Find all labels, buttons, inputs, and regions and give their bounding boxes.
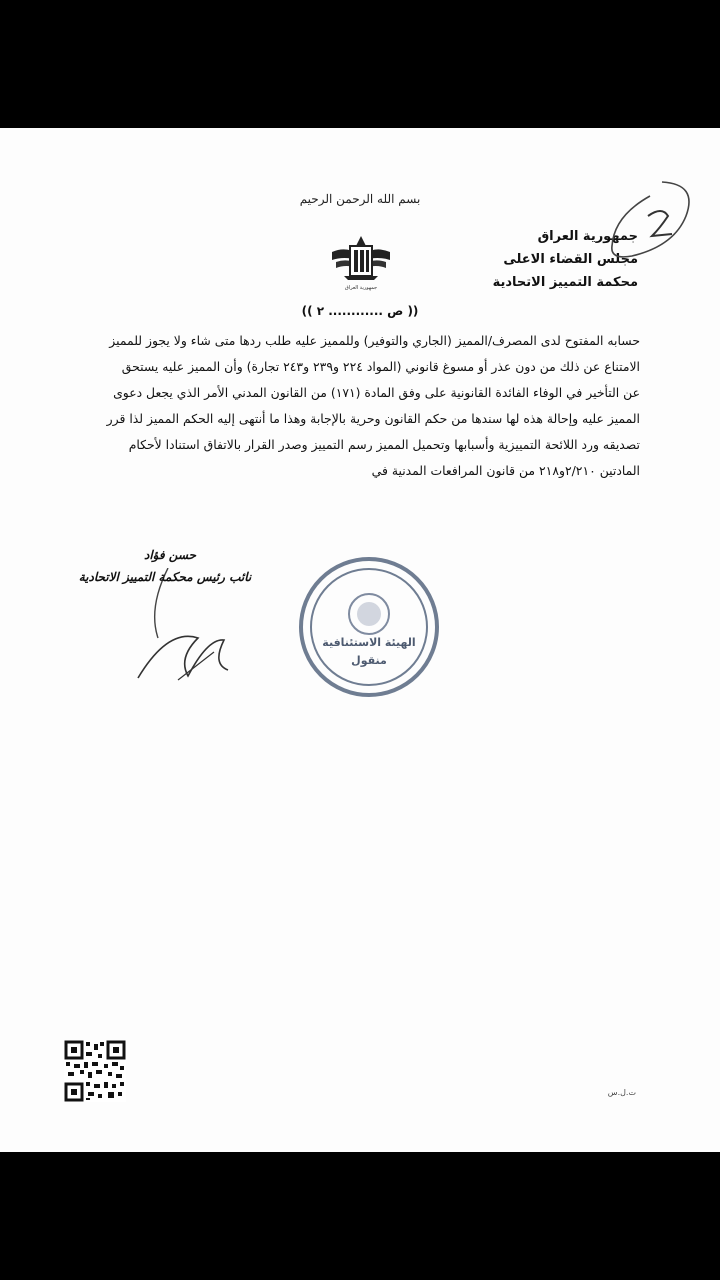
signer-title: نائب رئيس محكمة التمييز الاتحادية — [78, 570, 252, 584]
signature-scribble — [128, 568, 248, 688]
header-line-country: جمهورية العراق — [537, 229, 638, 244]
iraq-emblem-icon — [330, 232, 392, 292]
document-page — [0, 128, 720, 1152]
handwritten-number-mark — [602, 176, 698, 272]
emblem-caption: جمهورية العراق — [344, 285, 378, 291]
page-number: (( ص ............ ٢ )) — [301, 304, 419, 318]
court-stamp — [296, 554, 442, 700]
text-line: المادتين ٢/٢١٠و٢١٨ من قانون المرافعات المدنية في — [371, 463, 640, 478]
header-line-council: مجلس القضاء الاعلى — [503, 252, 638, 267]
stamp-line-2: منقول — [351, 654, 387, 667]
text-line: تصديقه ورد اللائحة التمييزية وأسبابها وتحميل المميز رسم التمييز وصدر القرار بالاتفاق استنادا لأحكام — [128, 437, 640, 452]
qr-code[interactable] — [64, 1040, 126, 1102]
text-line: المميز عليه وإحالة هذه لها سندها من حكم القانون وحرية بالإجابة وهذا ما أنتهى إليه الحكم المميز لذا قرر — [106, 411, 640, 426]
signer-name: حسن فؤاد — [143, 548, 197, 562]
footer-mark: ت.ل.س — [607, 1088, 636, 1097]
header-line-court: محكمة التمييز الاتحادية — [492, 275, 638, 290]
text-line: حسابه المفتوح لدى المصرف/المميز (الجاري والتوفير) وللمميز عليه طلب ردها متى شاء ولا يجوز للمميز — [109, 333, 640, 348]
basmala: بسم الله الرحمن الرحيم — [299, 192, 421, 206]
text-line: الامتناع عن ذلك من دون عذر أو مسوغ قانوني (المواد ٢٢٤ و٢٣٩ و٢٤٣ تجارة) وأن المميز عليه يستحق — [121, 359, 640, 374]
judgment-text — [80, 328, 640, 484]
text-line: عن التأخير في الوفاء الفائدة القانونية على وفق المادة (١٧١) من القانون المدني الأمر الذي يجعل دعوى — [113, 385, 640, 400]
stamp-line-1: الهيئة الاستئنافية — [322, 636, 416, 649]
